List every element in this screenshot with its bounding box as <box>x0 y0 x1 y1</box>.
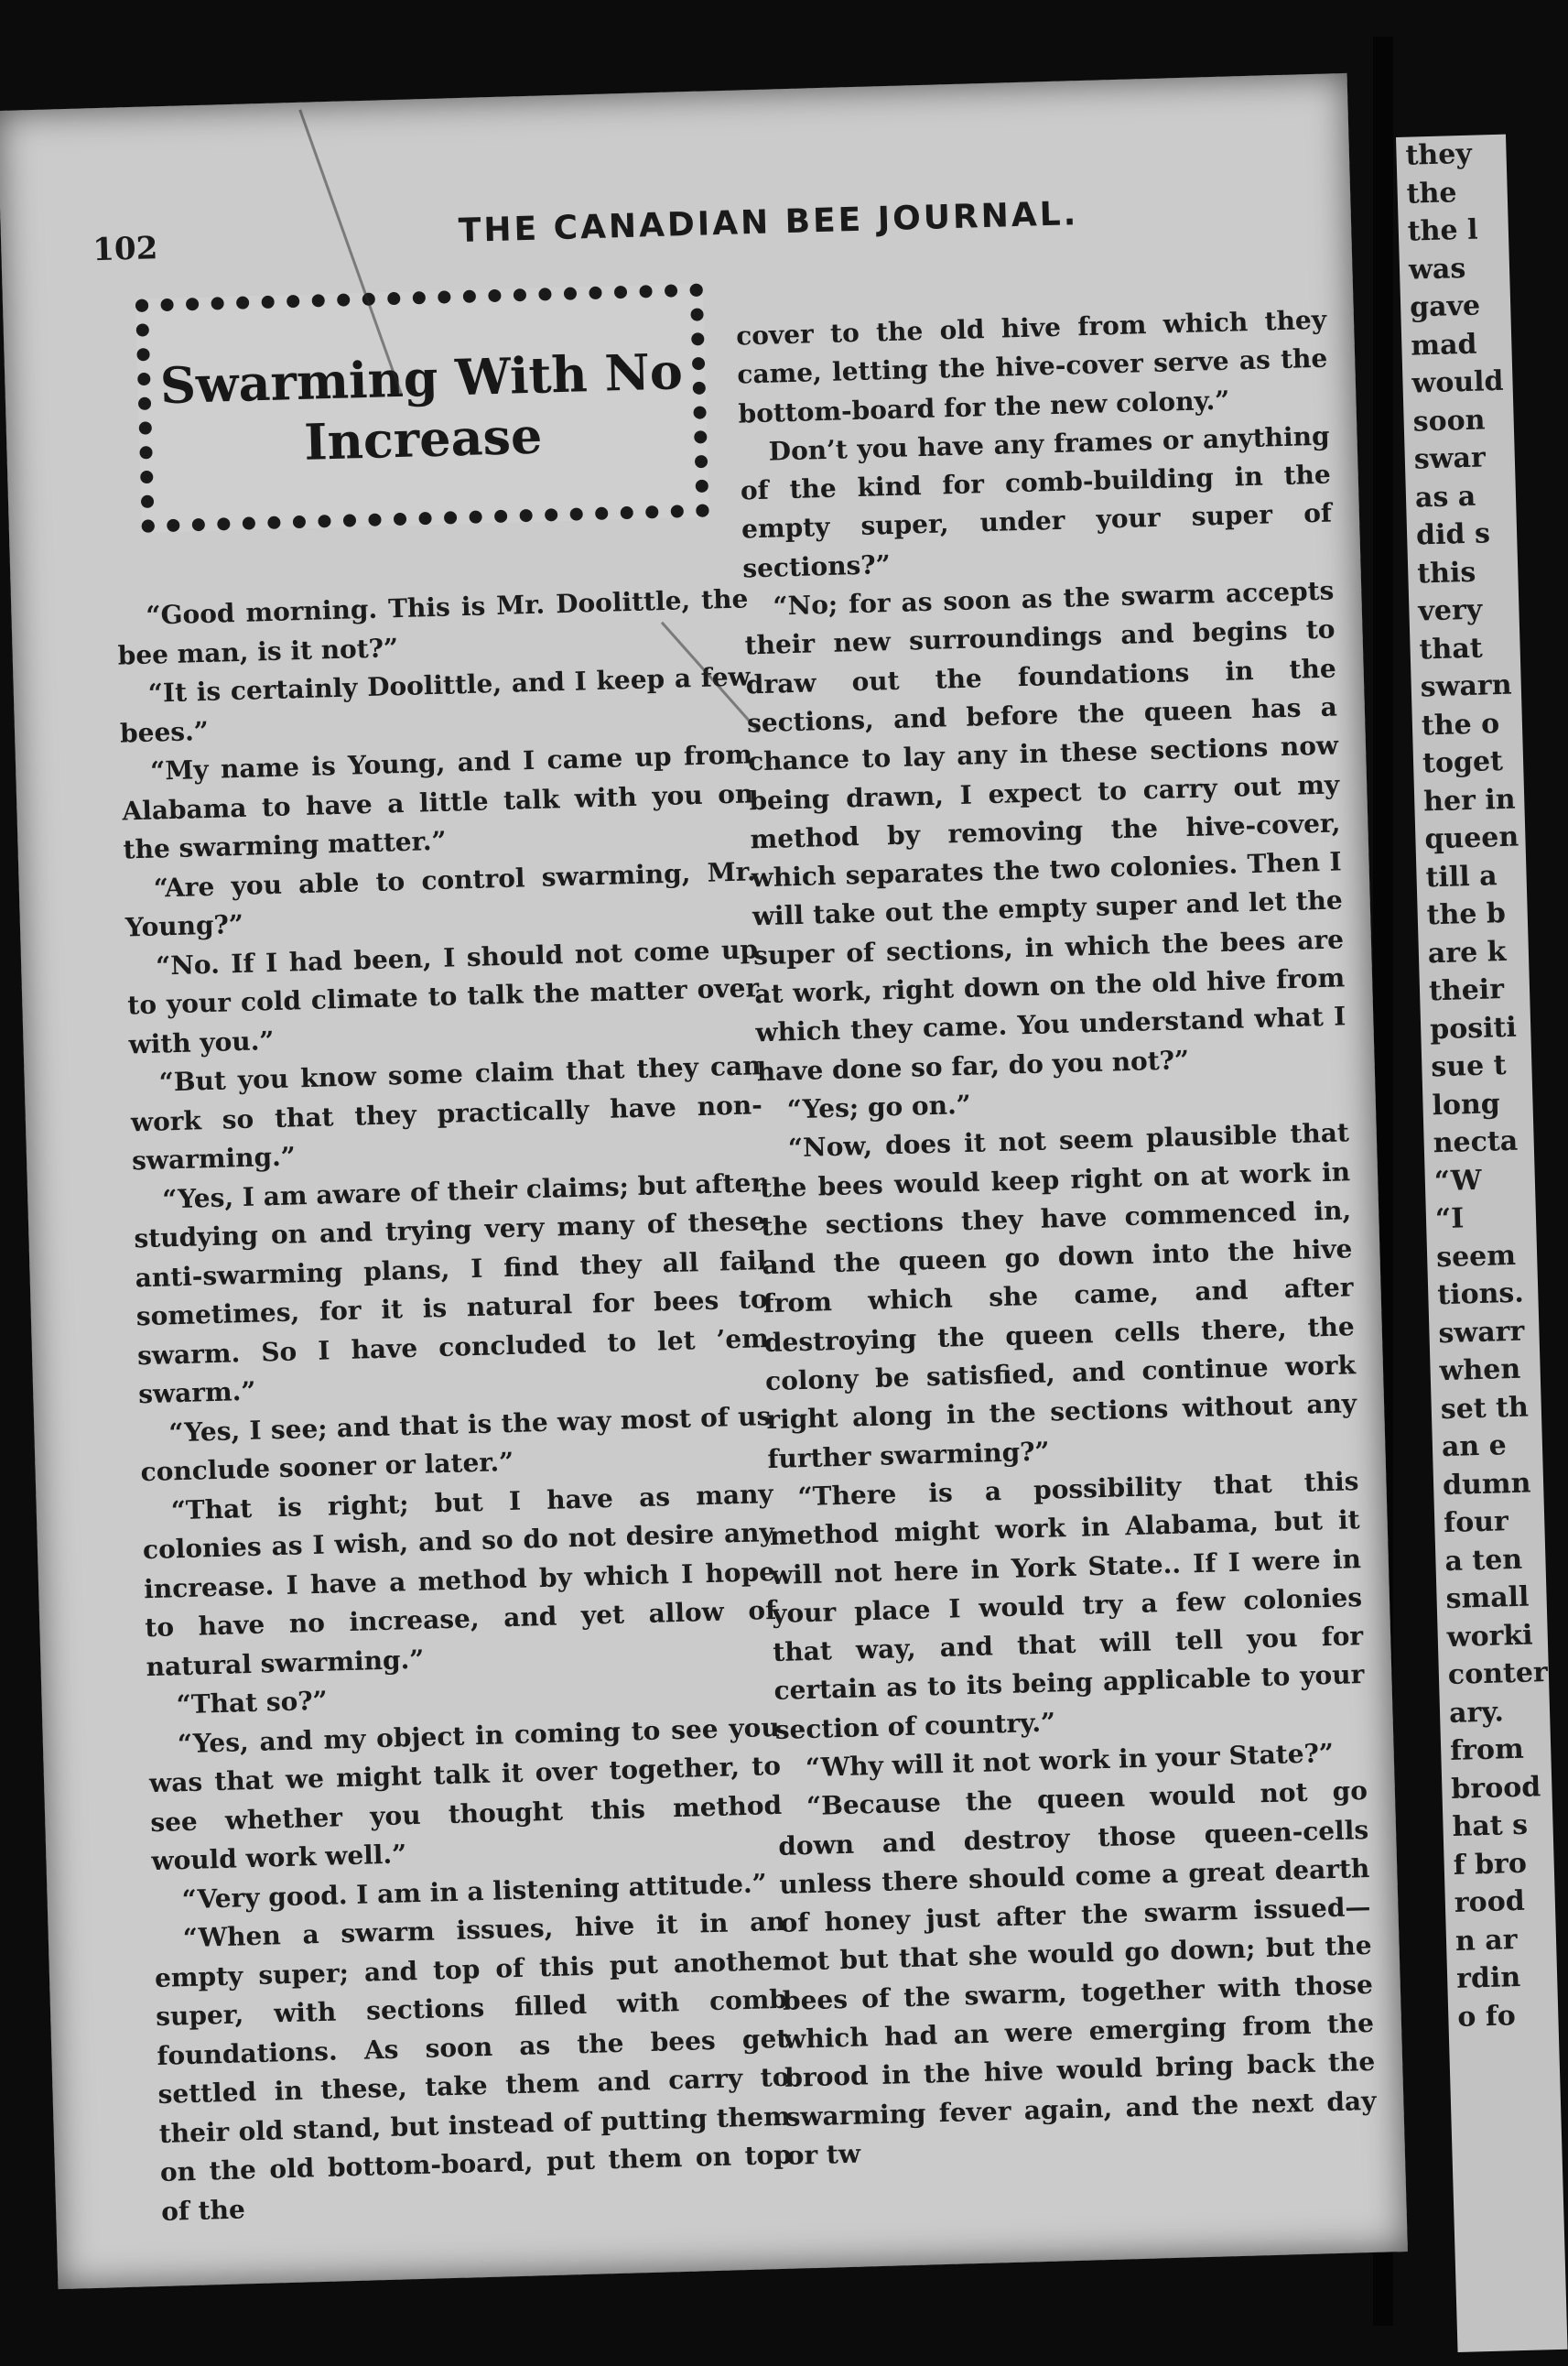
facing-page-line: mad <box>1410 328 1477 363</box>
paragraph: “Now, does it not seem plausible that the bees would keep right on at work in the sections they have commenced in, and the queen go down into the hive from which she came, and after destroying the queen cells there, the colony be satisfied, and continue work right along in the sections without any further swarming?” <box>759 1117 1357 1474</box>
paragraph: “When a swarm issues, hive it in an empty super; and top of this put another super, with sections filled with comb foundations. As soon as the bees get settled in these, take them and carry to their old stand, but instead of putting them on the old bottom-board, put them on top of the <box>154 1905 793 2227</box>
facing-page-line: “W <box>1433 1164 1483 1198</box>
paragraph: “Because the queen would not go down and destroy those queen-cells unless there should come a great dearth of honey just after the swarm issued—not but that she would go down; but the bees of the swarm, together with those which had an were emerging from the brood in the hive would bring back the swarming fever again, and the next day or tw <box>777 1775 1377 2171</box>
facing-page-line: o fo <box>1456 1999 1517 2034</box>
facing-page-line: did s <box>1415 517 1491 552</box>
facing-page-line: soon <box>1412 403 1486 439</box>
paragraph: “Yes; go on.” <box>786 1089 972 1125</box>
facing-page-line: are k <box>1427 935 1507 970</box>
facing-page-line: dumn <box>1442 1466 1531 1502</box>
facing-page-line: tions. <box>1436 1276 1525 1312</box>
facing-page-line: f bro <box>1453 1847 1528 1882</box>
facing-page-line: swar <box>1413 441 1487 476</box>
paragraph: Don’t you have any frames or anything of the kind for comb-building in the empty super, under your super of sections?” <box>740 420 1333 584</box>
facing-page-line: toget <box>1422 745 1504 780</box>
article-title-line2: Increase <box>303 406 544 472</box>
text-column-left <box>116 580 794 2231</box>
facing-page-line: when <box>1439 1352 1521 1388</box>
journal-title: THE CANADIAN BEE JOURNAL. <box>458 195 1079 251</box>
text-column-right <box>736 301 1378 2176</box>
facing-page-line: swarn <box>1420 668 1513 704</box>
paragraph: “No. If I had been, I should not come up to your cold climate to talk the matter over with you.” <box>126 933 760 1059</box>
paragraph: “Good morning. This is Mr. Doolittle, the bee man, is it not?” <box>117 583 749 671</box>
paragraph: “That so?” <box>176 1685 329 1720</box>
article-title-box <box>135 284 709 533</box>
facing-page-line: an e <box>1441 1429 1508 1464</box>
facing-page-line: her in <box>1422 783 1517 818</box>
paragraph: “But you know some claim that they can work so that they practically have non-swarming.” <box>130 1050 763 1177</box>
facing-page-line: conter <box>1447 1656 1549 1692</box>
paragraph: “There is a possibility that this method might work in Alabama, but it will not here in York State.. If I were in your place I would try a few colonies that way, and that will tell you for certain as to its being applicable to your section of country.” <box>769 1466 1365 1745</box>
facing-page-line: four <box>1443 1505 1509 1540</box>
facing-page-line: rdin <box>1455 1960 1521 1995</box>
facing-page-line: swarr <box>1438 1315 1525 1350</box>
facing-page-line: small <box>1445 1580 1530 1616</box>
facing-page-line: a ten <box>1444 1543 1523 1578</box>
paragraph: “No; for as soon as the swarm accepts their new surroundings and begins to draw out the foundations in the sections, and before the queen has a chance to lay any in these sections now being drawn, I expect to carry out my method by removing the hive-cover, which separates the two colonies. Then I will take out the empty super and let the super of sections, in which the bees are at work, right down on the old hive from which they came. You understand what I have done so far, do you not?” <box>744 575 1346 1087</box>
article-title-line1: Swarming With No <box>159 341 684 415</box>
facing-page-line: set th <box>1440 1391 1530 1426</box>
paragraph: “It is certainly Doolittle, and I keep a few bees.” <box>119 661 752 749</box>
facing-page-line: till a <box>1425 859 1498 894</box>
paragraph: “Are you able to control swarming, Mr. Young?” <box>124 855 757 943</box>
paragraph: “My name is Young, and I came up from Alabama to have a little talk with you on the swarming matter.” <box>121 739 754 865</box>
paragraph: “That is right; but I have as many colonies as I wish, and so do not desire any increase. I have a method by which I hope to have no increase, and yet allow of natural swarming.” <box>142 1478 777 1682</box>
paragraph: cover to the old hive from which they came, letting the hive-cover serve as the bottom-board for the new colony.” <box>735 304 1328 429</box>
facing-page-line: “I <box>1434 1202 1465 1236</box>
facing-page-line: positi <box>1429 1011 1518 1046</box>
paragraph: “Very good. I am in a listening attitude.” <box>181 1867 768 1915</box>
facing-page-line: the b <box>1426 896 1507 932</box>
facing-page-line: would <box>1411 364 1505 400</box>
facing-page-line: necta <box>1433 1124 1519 1160</box>
journal-page <box>0 73 1408 2289</box>
facing-page-line: this <box>1416 556 1476 591</box>
facing-page-fragment <box>1396 135 1568 2352</box>
facing-page-line: from <box>1449 1732 1525 1768</box>
facing-page-line: was <box>1408 252 1466 287</box>
facing-page-line: seem <box>1435 1239 1517 1274</box>
facing-page-line: queen <box>1423 820 1519 856</box>
facing-page-line: long <box>1432 1087 1501 1122</box>
facing-page-line: worki <box>1446 1618 1534 1654</box>
paragraph: “Yes, and my object in coming to see you was that we might talk it over together, to see whether you thought this method would work well.” <box>148 1711 783 1877</box>
facing-page-line: sue t <box>1430 1049 1507 1084</box>
paragraph: “Why will it not work in your State?” <box>805 1737 1335 1784</box>
paragraph: “Yes, I see; and that is the way most of us conclude sooner or later.” <box>140 1400 772 1488</box>
facing-page-line: ary. <box>1448 1695 1505 1730</box>
facing-page-line: that <box>1419 632 1484 666</box>
facing-page-line: the l <box>1407 213 1478 248</box>
facing-page-line: hat s <box>1452 1808 1529 1843</box>
page-number: 102 <box>92 230 158 269</box>
facing-page-line: n ar <box>1454 1923 1518 1958</box>
facing-page-line: rood <box>1454 1884 1526 1919</box>
facing-page-line: brood <box>1450 1770 1541 1806</box>
facing-page-line: they <box>1405 137 1473 172</box>
facing-page-line: the o <box>1421 707 1500 742</box>
facing-page-line: as a <box>1414 480 1476 515</box>
paragraph: “Yes, I am aware of their claims; but after studying on and trying very many of these anti-swarming plans, I find they all fail sometimes, for it is natural for bees to swarm. So I have concluded to let ’em swarm.” <box>134 1167 770 1410</box>
facing-page-line: very <box>1417 593 1483 628</box>
facing-page-line: their <box>1428 973 1505 1008</box>
facing-page-line: gave <box>1409 289 1481 324</box>
facing-page-line: the <box>1406 176 1457 211</box>
